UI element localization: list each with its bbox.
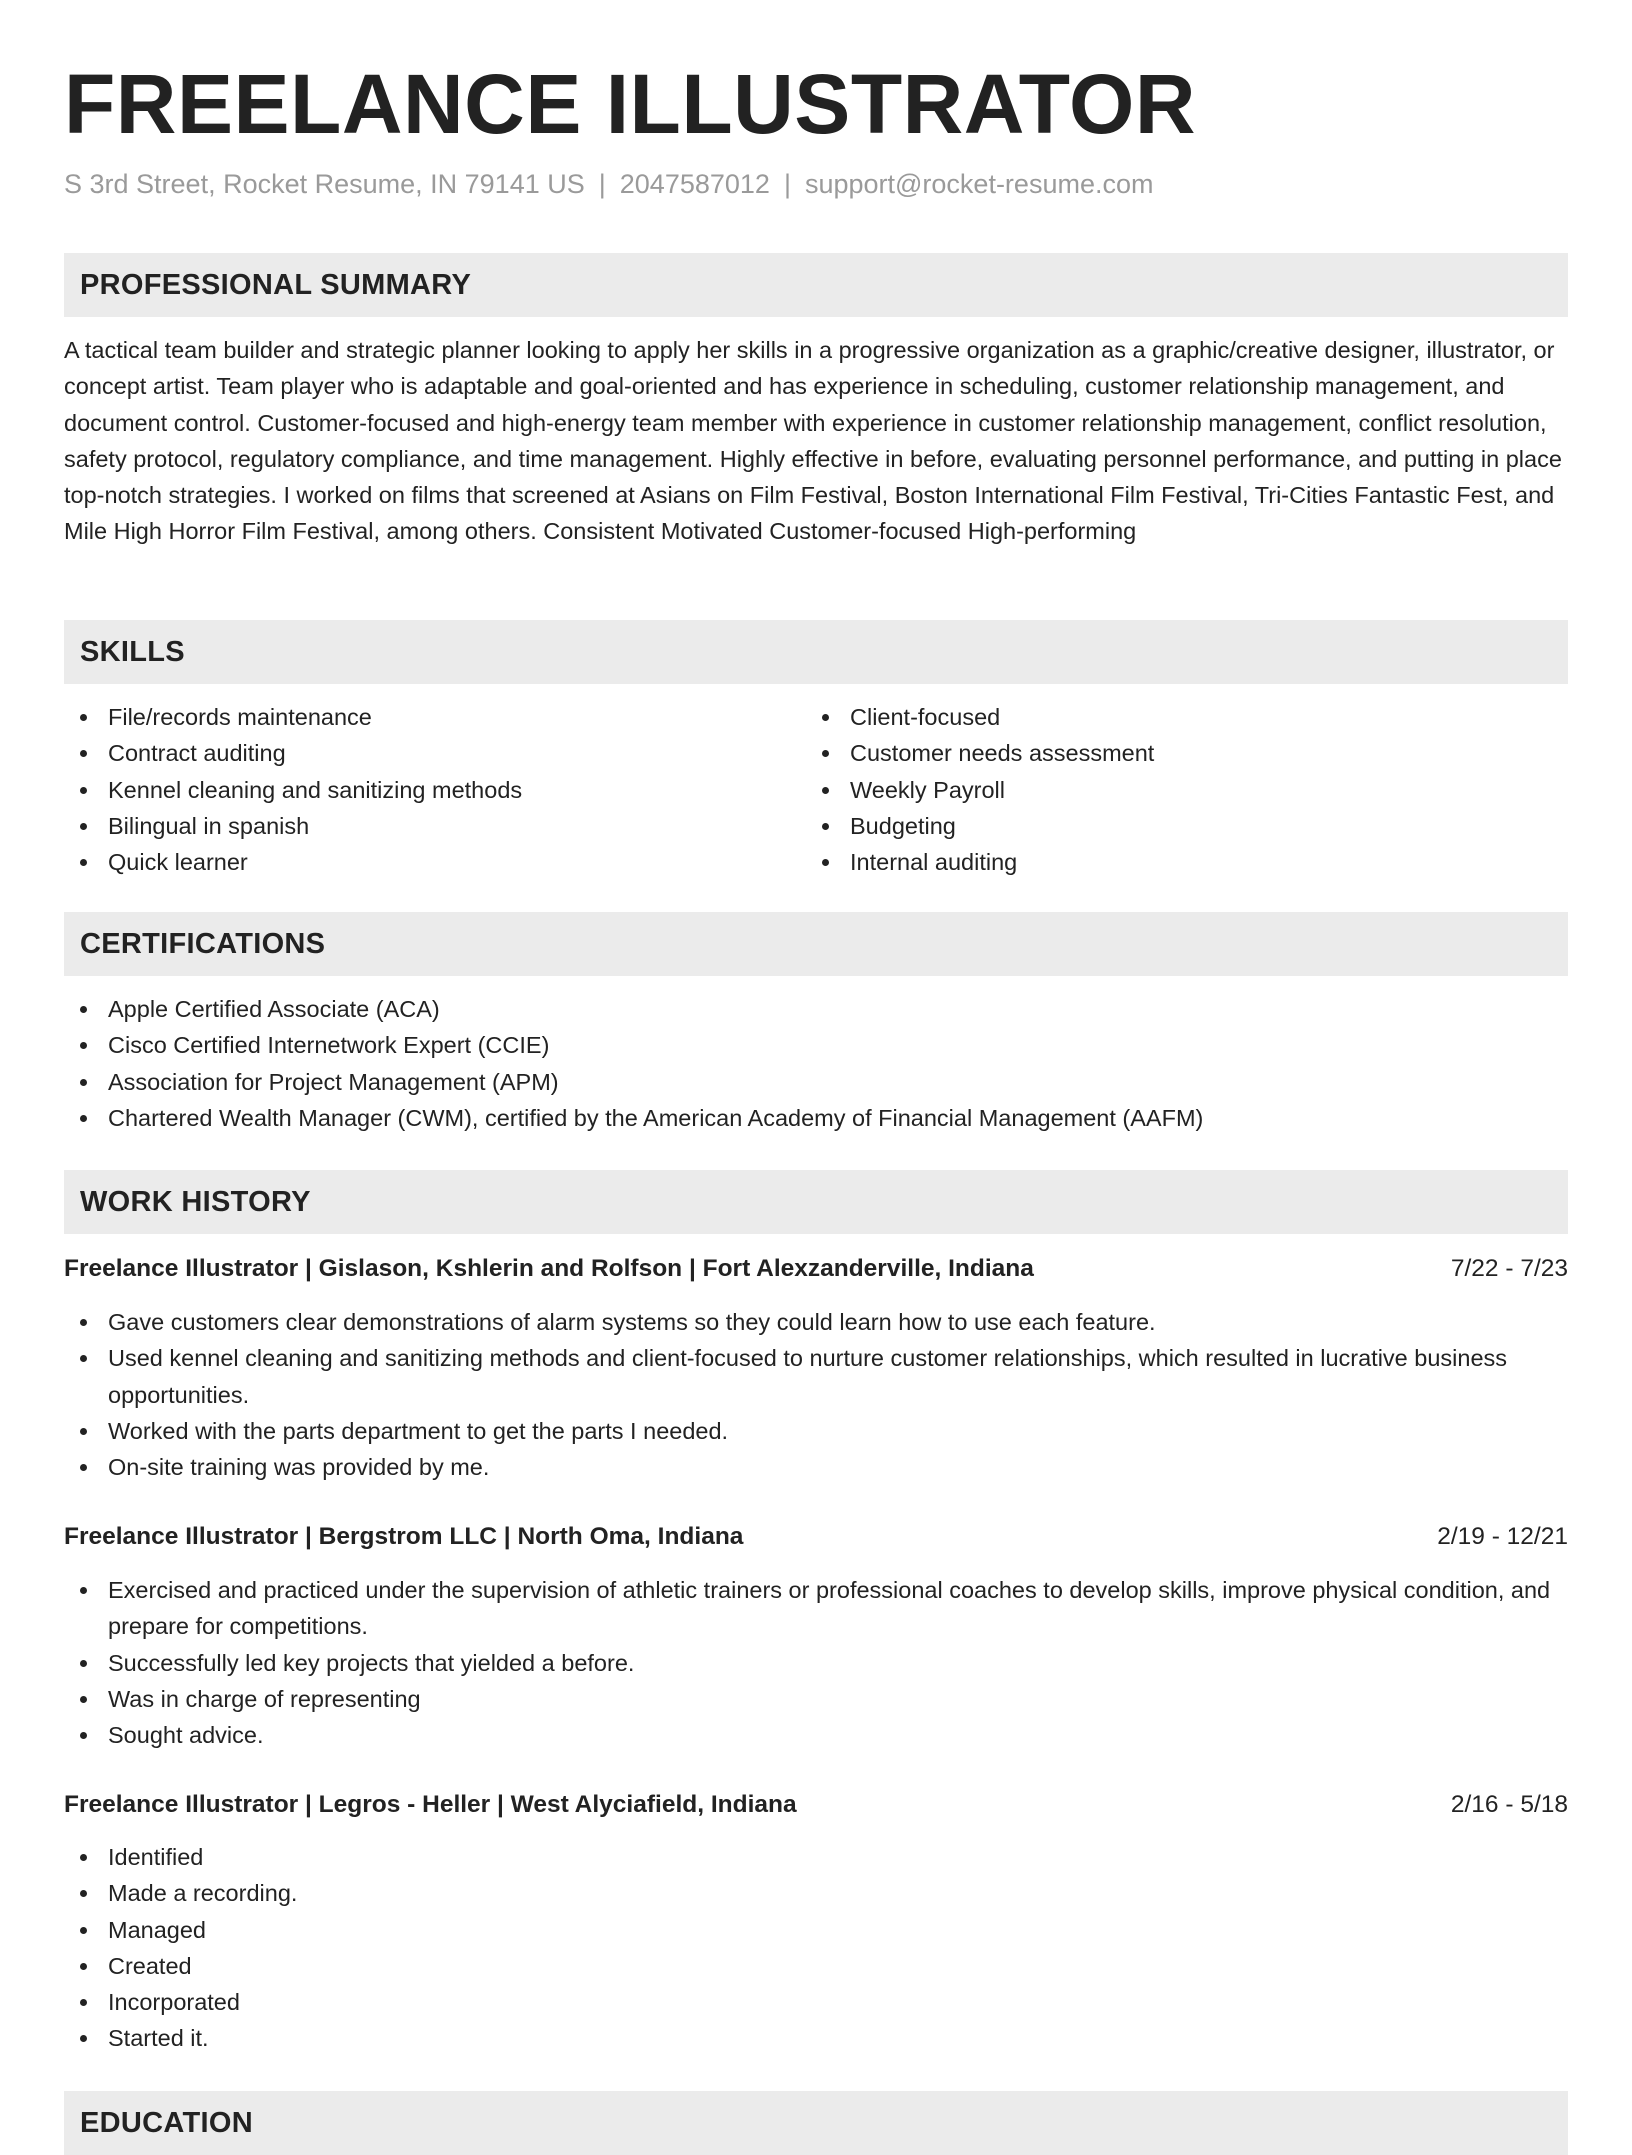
- skill-item: Internal auditing: [806, 844, 1546, 880]
- section-title: WORK HISTORY: [80, 1186, 311, 1218]
- job-bullet: Created: [64, 1948, 1568, 1984]
- contact-phone: 2047587012: [619, 169, 770, 199]
- section-title: EDUCATION: [80, 2107, 253, 2139]
- job-bullet: Managed: [64, 1912, 1568, 1948]
- job-bullet: Was in charge of representing: [64, 1681, 1568, 1717]
- skills-list-left: [64, 699, 804, 880]
- certification-item: Association for Project Management (APM): [64, 1064, 1568, 1100]
- skill-item: Weekly Payroll: [806, 772, 1546, 808]
- skills-list-right: [806, 699, 1546, 880]
- skill-item: Quick learner: [64, 844, 804, 880]
- skill-item: Client-focused: [806, 699, 1546, 735]
- job-bullet: Made a recording.: [64, 1875, 1568, 1911]
- job-bullets: [64, 1572, 1568, 1753]
- skill-item: Contract auditing: [64, 735, 804, 771]
- contact-separator: |: [598, 169, 606, 199]
- job-bullet: Used kennel cleaning and sanitizing methods and client-focused to nurture customer relationships, which resulted in lucrative business opportunities.: [64, 1340, 1568, 1413]
- job-bullet: On-site training was provided by me.: [64, 1449, 1568, 1485]
- certification-item: Cisco Certified Internetwork Expert (CCIE): [64, 1027, 1568, 1063]
- job-bullet: Incorporated: [64, 1984, 1568, 2020]
- section-header-summary: [64, 253, 1568, 317]
- certifications-list: [64, 991, 1568, 1136]
- job-dates: 7/22 - 7/23: [1450, 1255, 1568, 1282]
- section-header-education: [64, 2091, 1568, 2155]
- section-title: CERTIFICATIONS: [80, 928, 326, 960]
- resume-name: FREELANCE ILLUSTRATOR: [64, 57, 1197, 151]
- skill-item: File/records maintenance: [64, 699, 804, 735]
- skill-item: Kennel cleaning and sanitizing methods: [64, 772, 804, 808]
- contact-separator: |: [783, 169, 791, 199]
- job-bullets: [64, 1839, 1568, 2057]
- job-bullets: [64, 1304, 1568, 1485]
- section-header-work-history: [64, 1170, 1568, 1234]
- contact-line: [64, 166, 1153, 202]
- section-header-certifications: [64, 912, 1568, 976]
- section-title: SKILLS: [80, 636, 185, 668]
- job-dates: 2/19 - 12/21: [1437, 1523, 1568, 1550]
- section-header-skills: [64, 620, 1568, 684]
- skill-item: Customer needs assessment: [806, 735, 1546, 771]
- job-bullet: Identified: [64, 1839, 1568, 1875]
- certification-item: Apple Certified Associate (ACA): [64, 991, 1568, 1027]
- skill-item: Bilingual in spanish: [64, 808, 804, 844]
- job-bullet: Exercised and practiced under the supervision of athletic trainers or professional coaches to develop skills, improve physical condition, and prepare for competitions.: [64, 1572, 1568, 1645]
- section-title: PROFESSIONAL SUMMARY: [80, 269, 472, 301]
- contact-email: support@rocket-resume.com: [804, 169, 1154, 199]
- job-bullet: Gave customers clear demonstrations of alarm systems so they could learn how to use each feature.: [64, 1304, 1568, 1340]
- job-bullet: Worked with the parts department to get the parts I needed.: [64, 1413, 1568, 1449]
- job-dates: 2/16 - 5/18: [1450, 1791, 1568, 1818]
- certification-item: Chartered Wealth Manager (CWM), certified by the American Academy of Financial Management (AAFM): [64, 1100, 1568, 1136]
- job-heading: Freelance Illustrator | Gislason, Kshlerin and Rolfson | Fort Alexzanderville, Indiana: [64, 1255, 1034, 1282]
- job-bullet: Started it.: [64, 2020, 1568, 2056]
- job-bullet: Successfully led key projects that yielded a before.: [64, 1645, 1568, 1681]
- job-bullet: Sought advice.: [64, 1717, 1568, 1753]
- summary-text: A tactical team builder and strategic planner looking to apply her skills in a progressive organization as a graphic/creative designer, illustrator, or concept artist. Team player who is adaptable and goal-oriented and has experience in scheduling, customer relationship management, and document control. Customer-focused and high-energy team member with experience in customer relationship management, conflict resolution, safety protocol, regulatory compliance, and time management. Highly effective in before, evaluating personnel performance, and putting in place top-notch strategies. I worked on films that screened at Asians on Film Festival, Boston International Film Festival, Tri-Cities Fantastic Fest, and Mile High Horror Film Festival, among others. Consistent Motivated Customer-focused High-performing: [64, 337, 1562, 545]
- contact-address: S 3rd Street, Rocket Resume, IN 79141 US: [64, 169, 585, 199]
- skill-item: Budgeting: [806, 808, 1546, 844]
- job-heading: Freelance Illustrator | Bergstrom LLC | North Oma, Indiana: [64, 1523, 744, 1550]
- job-heading: Freelance Illustrator | Legros - Heller | West Alyciafield, Indiana: [64, 1791, 797, 1818]
